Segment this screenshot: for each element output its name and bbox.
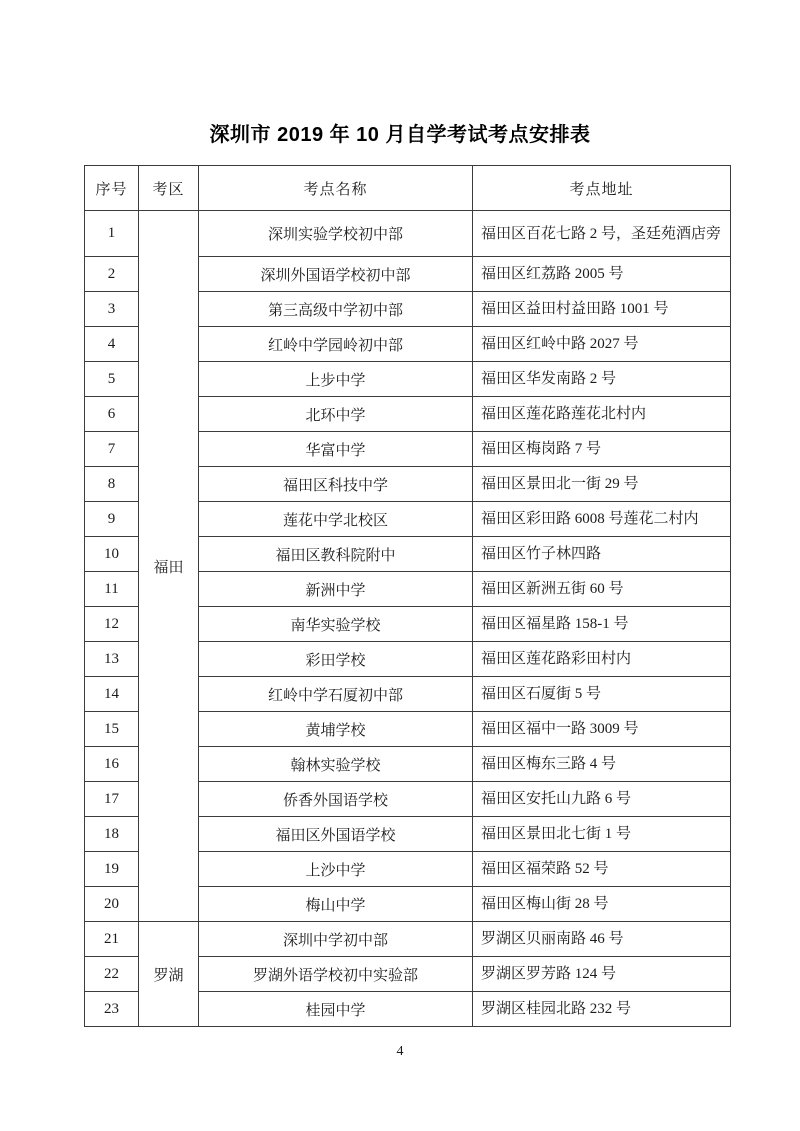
header-site-name: 考点名称 (199, 166, 473, 211)
site-name-cell: 彩田学校 (199, 642, 473, 677)
row-number-cell: 7 (85, 432, 139, 467)
site-address-cell: 福田区百花七路 2 号，圣廷苑酒店旁 (473, 211, 731, 257)
site-name-cell: 北环中学 (199, 397, 473, 432)
row-number-cell: 3 (85, 292, 139, 327)
site-name-cell: 上步中学 (199, 362, 473, 397)
exam-site-table (84, 165, 731, 1027)
site-name-cell: 红岭中学石厦初中部 (199, 677, 473, 712)
site-name-cell: 深圳外国语学校初中部 (199, 257, 473, 292)
site-name-cell: 福田区外国语学校 (199, 817, 473, 852)
site-address-cell: 福田区益田村益田路 1001 号 (473, 292, 731, 327)
site-address-cell: 福田区梅山街 28 号 (473, 887, 731, 922)
site-address-cell: 福田区景田北七街 1 号 (473, 817, 731, 852)
row-number-cell: 18 (85, 817, 139, 852)
site-name-cell: 梅山中学 (199, 887, 473, 922)
site-name-cell: 新洲中学 (199, 572, 473, 607)
site-name-cell: 福田区科技中学 (199, 467, 473, 502)
table-header-row (85, 166, 731, 211)
row-number-cell: 19 (85, 852, 139, 887)
row-number-cell: 1 (85, 211, 139, 257)
site-address-cell: 福田区景田北一街 29 号 (473, 467, 731, 502)
page-title: 深圳市 2019 年 10 月自学考试考点安排表 (209, 124, 591, 146)
row-number-cell: 8 (85, 467, 139, 502)
row-number-cell: 20 (85, 887, 139, 922)
site-address-cell: 福田区石厦街 5 号 (473, 677, 731, 712)
table-body (85, 211, 731, 1027)
site-address-cell: 罗湖区贝丽南路 46 号 (473, 922, 731, 957)
header-exam-district: 考区 (139, 166, 199, 211)
site-name-cell: 南华实验学校 (199, 607, 473, 642)
header-site-address: 考点地址 (473, 166, 731, 211)
site-address-cell: 福田区安托山九路 6 号 (473, 782, 731, 817)
site-name-cell: 侨香外国语学校 (199, 782, 473, 817)
row-number-cell: 2 (85, 257, 139, 292)
site-name-cell: 桂园中学 (199, 992, 473, 1027)
site-address-cell: 福田区华发南路 2 号 (473, 362, 731, 397)
district-cell: 罗湖 (139, 922, 199, 1027)
row-number-cell: 5 (85, 362, 139, 397)
site-address-cell: 福田区莲花路彩田村内 (473, 642, 731, 677)
site-address-cell: 福田区红荔路 2005 号 (473, 257, 731, 292)
header-serial-number: 序号 (85, 166, 139, 211)
site-name-cell: 罗湖外语学校初中实验部 (199, 957, 473, 992)
site-address-cell: 福田区福荣路 52 号 (473, 852, 731, 887)
row-number-cell: 14 (85, 677, 139, 712)
site-address-cell: 福田区红岭中路 2027 号 (473, 327, 731, 362)
row-number-cell: 16 (85, 747, 139, 782)
row-number-cell: 6 (85, 397, 139, 432)
district-cell: 福田 (139, 211, 199, 922)
site-name-cell: 华富中学 (199, 432, 473, 467)
site-name-cell: 红岭中学园岭初中部 (199, 327, 473, 362)
table-header (85, 166, 731, 211)
site-name-cell: 上沙中学 (199, 852, 473, 887)
site-address-cell: 福田区莲花路莲花北村内 (473, 397, 731, 432)
row-number-cell: 13 (85, 642, 139, 677)
site-address-cell: 福田区梅岗路 7 号 (473, 432, 731, 467)
site-address-cell: 福田区福星路 158-1 号 (473, 607, 731, 642)
row-number-cell: 4 (85, 327, 139, 362)
site-address-cell: 福田区福中一路 3009 号 (473, 712, 731, 747)
site-address-cell: 罗湖区桂园北路 232 号 (473, 992, 731, 1027)
row-number-cell: 23 (85, 992, 139, 1027)
site-address-cell: 福田区新洲五街 60 号 (473, 572, 731, 607)
site-address-cell: 福田区竹子林四路 (473, 537, 731, 572)
site-name-cell: 福田区教科院附中 (199, 537, 473, 572)
site-name-cell: 第三高级中学初中部 (199, 292, 473, 327)
row-number-cell: 10 (85, 537, 139, 572)
site-name-cell: 莲花中学北校区 (199, 502, 473, 537)
site-name-cell: 深圳中学初中部 (199, 922, 473, 957)
row-number-cell: 21 (85, 922, 139, 957)
row-number-cell: 12 (85, 607, 139, 642)
site-name-cell: 深圳实验学校初中部 (199, 211, 473, 257)
row-number-cell: 22 (85, 957, 139, 992)
row-number-cell: 11 (85, 572, 139, 607)
site-address-cell: 福田区梅东三路 4 号 (473, 747, 731, 782)
site-address-cell: 福田区彩田路 6008 号莲花二村内 (473, 502, 731, 537)
site-name-cell: 黄埔学校 (199, 712, 473, 747)
table-row (85, 922, 731, 957)
table-row (85, 211, 731, 257)
row-number-cell: 15 (85, 712, 139, 747)
row-number-cell: 17 (85, 782, 139, 817)
site-name-cell: 翰林实验学校 (199, 747, 473, 782)
row-number-cell: 9 (85, 502, 139, 537)
page-number: 4 (396, 1044, 404, 1059)
site-address-cell: 罗湖区罗芳路 124 号 (473, 957, 731, 992)
